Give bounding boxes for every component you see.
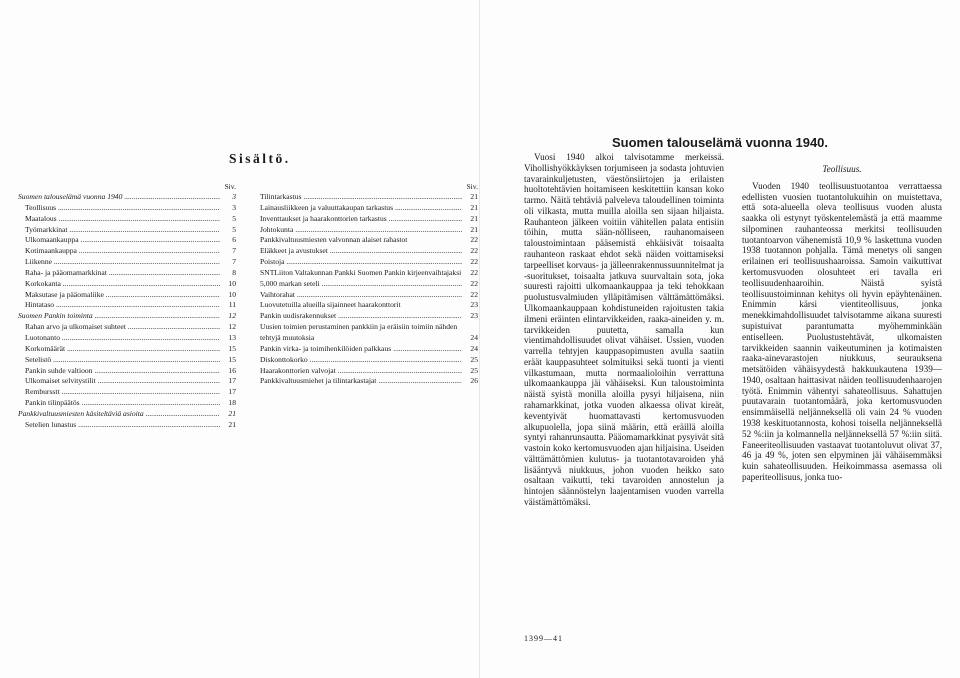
- toc-entry[interactable]: Liikenne ..... 7: [18, 257, 236, 268]
- toc-entry[interactable]: Lainausliikkeen ja valuuttakaupan tarkastus ..... 21: [260, 203, 478, 214]
- toc-entry[interactable]: Tilintarkastus ..... 21: [260, 192, 478, 203]
- toc-entry[interactable]: Ulkomaiset selvitystilit ..... 17: [18, 376, 236, 387]
- toc-page-header: Siv.: [224, 182, 236, 191]
- toc-entry[interactable]: Diskonttokorko ..... 25: [260, 355, 478, 366]
- article-column-left: [524, 152, 724, 508]
- toc-entry[interactable]: Vaihtorahat ..... 22: [260, 290, 478, 301]
- toc-entry[interactable]: Hintataso ..... 11: [18, 300, 236, 311]
- toc-entry[interactable]: Setelistö ..... 15: [18, 355, 236, 366]
- toc-entry[interactable]: Eläkkeet ja avustukset ..... 22: [260, 246, 478, 257]
- right-page: [480, 0, 960, 678]
- section-heading: Teollisuus.: [822, 164, 862, 174]
- article-column-right: [742, 152, 942, 483]
- toc-entry[interactable]: Pankin uudisrakennukset ..... 23: [260, 311, 478, 322]
- toc-title: Sisältö.: [229, 151, 291, 166]
- toc-entry[interactable]: Ulkomaankauppa ..... 6: [18, 235, 236, 246]
- toc-entry[interactable]: Pankin suhde valtioon ..... 16: [18, 366, 236, 377]
- toc-entry[interactable]: Inventtaukset ja haarakonttorien tarkastus ..... 21: [260, 214, 478, 225]
- toc-entry[interactable]: Haarakonttorien valvojat ..... 25: [260, 366, 478, 377]
- toc-entry[interactable]: Luotonanto ..... 13: [18, 333, 236, 344]
- toc-page-header: Siv.: [466, 182, 478, 191]
- toc-entry[interactable]: Pankkivaltuusmiehet ja tilintarkastajat ..... 26: [260, 376, 478, 387]
- toc-entry[interactable]: 5,000 markan seteli ..... 22: [260, 279, 478, 290]
- toc-entry[interactable]: Pankin virka- ja toimihenkilöiden palkkaus ..... 24: [260, 344, 478, 355]
- toc-entry[interactable]: Rahan arvo ja ulkomaiset suhteet ..... 12: [18, 322, 236, 333]
- article-paragraph: Vuosi 1940 alkoi talvisotamme merkeissä. Vihollishyökkäyksen torjumiseen ja sodasta johtuvien tavarainkuljetusten, väestönsiirtojen ja erilaisten huoltotehtävien hoitamiseen keskitettiin kansan koko tarmo. Näitä tehtäviä palveleva taloudellinen toiminta oli vilkasta, mutta muilla aloilla sen sijaan hiljaista. Rauhanteon jälkeen voitiin vähitellen palata entisiin töihin, mutta sään-nölliseen, rauhanomaiseen taloustoimintaan pääsemistä ehkäisivät toisaalta rauhanteon raskaat ehdot sekä näiden voittamiseksi tarpeelliset korvaus- ja jälleenrakennussuunnitelmat ja -suoritukset, toisaalta jatkuva suurvaltain sota, joka suuresti rajoitti ulkomaankauppaa ja teki tehokkaan puolustusvalmiuden ylläpitämisen välttämättömäksi. Ulkomaankauppaan kohdistuneiden rajoitusten takia ilmeni eräinten elintarvikkeiden, raaka-aineiden y. m. tarvikkeiden puutetta, samalla kun vientimahdollisuudet olivat vähäiset. Ussien, vuoden varrella tehtyjen kauppasopimusten avulla saatiin eräät kauppasuhteet solmituiksi sekä tuonti ja vienti vilkastumaan, mutta normaalioloihin verrattuna ulkomaankauppa jäi vähäiseksi. Kun taloustoiminta näistä syistä monilla aloilla pysyi hiljaisena, niin rahamarkkinat, jotka vuoden alkaessa olivat kireät, keventyivät huomattavasti kertomusvuoden alkupuolella, jopa siinä määrin, että eräillä aloilla syntyi rahanrunsautta. Pääomamarkkinat pysyivät sitä vastoin koko kertomusvuoden ajan hiljaisina. Useiden välttämättömien kulutus- ja tuotantotavaroiden yhä lisääntyvä niukkuus, johon vuoden heikko sato osaltaan vaikutti, teki tavaroiden annostelun ja hintojen säännöstelyn laajentamisen vuoden varrella väistämättömäksi.: [524, 152, 725, 507]
- toc-entry[interactable]: Maatalous ..... 5: [18, 214, 236, 225]
- toc-entry[interactable]: Rembursstt ..... 17: [18, 387, 236, 398]
- toc-entry[interactable]: Korkomäärät ..... 15: [18, 344, 236, 355]
- toc-entry[interactable]: Teollisuus ..... 3: [18, 203, 236, 214]
- toc-entry[interactable]: Pankin tilinpäätös ..... 18: [18, 398, 236, 409]
- toc-entry[interactable]: Maksutase ja pääomaliike ..... 10: [18, 290, 236, 301]
- toc-entry[interactable]: Pankkivaltuusmiesten valvonnan alaiset rahastot 22: [260, 235, 478, 245]
- toc-list-left: [18, 192, 236, 431]
- toc-entry[interactable]: Kotimaankauppa ..... 7: [18, 246, 236, 257]
- toc-column-right: [260, 182, 478, 387]
- toc-entry[interactable]: SNTLiiton Valtakunnan Pankki Suomen Pankin kirjeenvaihtajaksi 22: [260, 267, 478, 277]
- toc-entry[interactable]: Uusien toimien perustaminen pankkiin ja eräisiin toimiin nähden tehtyjä muutoksia 24: [260, 322, 478, 342]
- toc-column-left: [18, 182, 236, 431]
- article-paragraph: Vuoden 1940 teollisuustuotantoa verrattaessa edellisten vuosien tuotantolukuihin on muistettava, että sota-alueella oleva teollisuus vuoden alusta saakka oli estynyt työskentelemästä ja että maamme silpominen rauhanteossa merkitsi teollisuuden tuotantoarvon vähenemistä 10,9 % laskettuna vuoden 1938 tuotannon pohjalla. Tämä menetys oli sangen erilainen eri teollisuushaaroissa. Samoin vaikuttivat kertomusvuoden olosuhteet eri tavalla eri teollisuudenhaaroihin. Näistä syistä teollisuustoiminnan kehitys oli hyvin epäyhtenäinen. Enimmin kärsi vientiteollisuus, jonka menekkimahdollisuudet talvisotamme aikana suuresti supistuivat parantumatta myöhemminkään entiselleen. Puolustustehtävät, ulkomaisten tarvikkeiden saannin vaikeutuminen ja kotimaisten raaka-ainevarastojen niukkuus, seurauksena metsätöiden vähäisyydestä hakkuukautena 1939—1940, osaltaan haittasivat näiden teollisuudenhaarojen työtä. Enimmin vähentyi sahateollisuus. Sahattujen puutavarain tuotantomäärä, joka kertomusvuoden ensimmäisellä neljänneksellä oli vain 24 % vuoden 1938 keskituotannosta, kohosi toisella neljänneksellä 52 %:iin ja kolmannella neljänneksellä 57 %:iin siitä. Faneeriteollisuuden vastaavat tuotantoluvut olivat 37, 46 ja 49 %, joten sen elpyminen jäi vähäisemmäksi kuin sahateollisuuden. Heikoimmassa asemassa oli paperiteollisuus, jonka tuo-: [742, 180, 942, 482]
- toc-entry[interactable]: Pankkivaltuusmiesten käsiteltäviä asioita ..... 21: [18, 409, 236, 420]
- toc-entry[interactable]: Poistoja ..... 22: [260, 257, 478, 268]
- toc-entry[interactable]: Raha- ja pääomamarkkinat ..... 8: [18, 268, 236, 279]
- toc-entry[interactable]: Setelien lunastus ..... 21: [18, 420, 236, 431]
- toc-entry[interactable]: Johtokunta ..... 21: [260, 225, 478, 236]
- toc-entry[interactable]: Suomen talouselämä vuonna 1940 ..... 3: [18, 192, 236, 203]
- toc-entry[interactable]: Suomen Pankin toiminta ..... 12: [18, 311, 236, 322]
- toc-entry[interactable]: Luovutetuilla alueilla sijainneet haarakonttorit 23: [260, 300, 478, 310]
- toc-entry[interactable]: Korkokanta ..... 10: [18, 279, 236, 290]
- toc-entry[interactable]: Työmarkkinat ..... 5: [18, 225, 236, 236]
- toc-list-right: [260, 192, 478, 387]
- printer-signature: 1399—41: [524, 634, 563, 643]
- article-title: Suomen talouselämä vuonna 1940.: [612, 135, 829, 150]
